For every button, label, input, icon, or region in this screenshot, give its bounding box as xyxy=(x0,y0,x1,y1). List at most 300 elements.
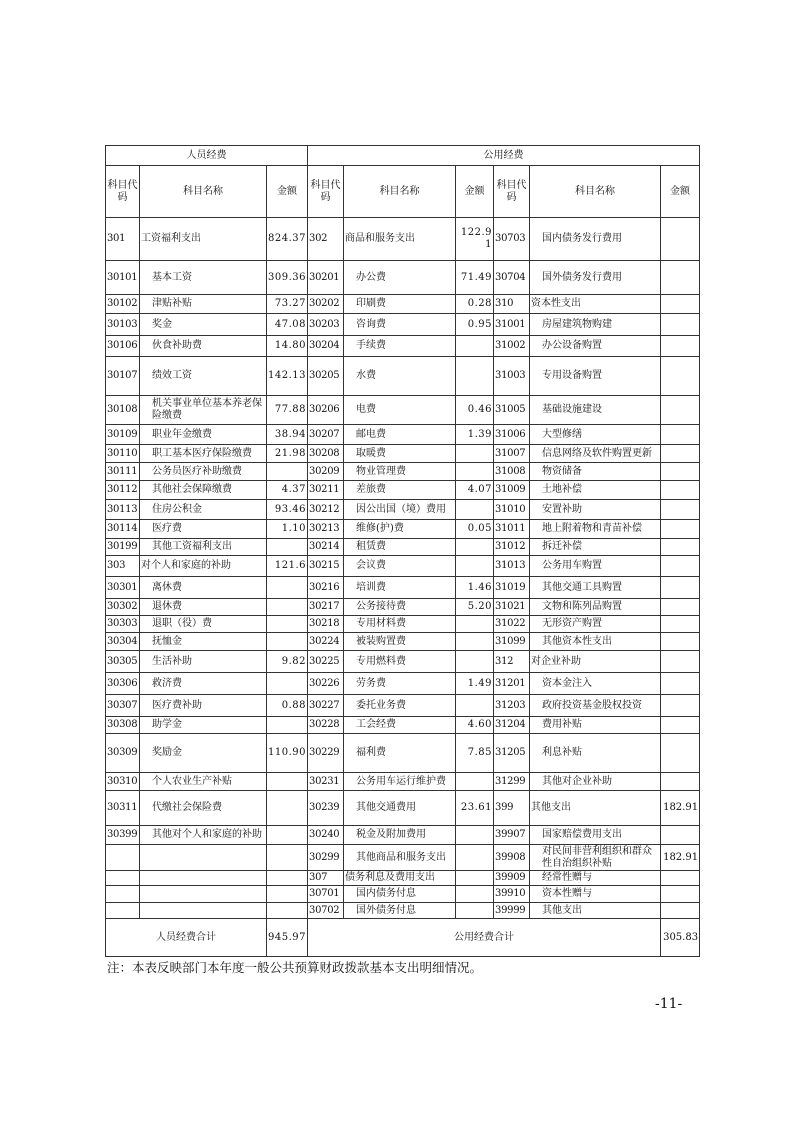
public-code: 30216 xyxy=(308,577,344,599)
public-amount-2 xyxy=(661,717,700,734)
personnel-code: 30305 xyxy=(106,651,140,673)
public-code-2: 399 xyxy=(494,791,530,826)
personnel-amount: 4.37 xyxy=(267,481,308,500)
personnel-code: 30310 xyxy=(106,773,140,791)
public-amount-2 xyxy=(661,295,700,314)
public-code: 30239 xyxy=(308,791,344,826)
personnel-code: 30108 xyxy=(106,396,140,425)
personnel-code: 30304 xyxy=(106,633,140,651)
public-amount: 122.91 xyxy=(456,218,494,261)
public-amount xyxy=(456,616,494,633)
col-header-code: 科目代码 xyxy=(494,166,530,218)
public-amount-2 xyxy=(661,445,700,463)
table-row xyxy=(106,717,700,734)
personnel-amount: 110.90 xyxy=(267,734,308,773)
personnel-amount xyxy=(267,463,308,481)
public-name-2: 其他资本性支出 xyxy=(530,633,661,651)
table-row xyxy=(106,314,700,336)
public-name-2: 文物和陈列品购置 xyxy=(530,599,661,616)
public-amount xyxy=(456,357,494,396)
public-amount-2 xyxy=(661,734,700,773)
public-name-2: 国家赔偿费用支出 xyxy=(530,826,661,845)
personnel-amount: 93.46 xyxy=(267,500,308,520)
public-name: 邮电费 xyxy=(344,425,456,445)
personnel-code: 30307 xyxy=(106,695,140,717)
public-amount: 4.07 xyxy=(456,481,494,500)
personnel-amount: 142.13 xyxy=(267,357,308,396)
public-name: 公务用车运行维护费 xyxy=(344,773,456,791)
public-name-2: 其他支出 xyxy=(530,791,661,826)
public-code: 302 xyxy=(308,218,344,261)
public-name-2: 经常性赠与 xyxy=(530,871,661,886)
personnel-amount: 47.08 xyxy=(267,314,308,336)
public-code: 30228 xyxy=(308,717,344,734)
personnel-amount: 73.27 xyxy=(267,295,308,314)
public-name-2: 其他交通工具购置 xyxy=(530,577,661,599)
personnel-code: 303 xyxy=(106,556,140,577)
public-name-2: 拆迁补偿 xyxy=(530,539,661,556)
public-amount xyxy=(456,336,494,357)
public-code-2: 39908 xyxy=(494,845,530,871)
personnel-name: 职业年金缴费 xyxy=(140,425,267,445)
public-name: 税金及附加费用 xyxy=(344,826,456,845)
public-name-2: 资本性赠与 xyxy=(530,886,661,903)
table-row xyxy=(106,633,700,651)
table-row xyxy=(106,295,700,314)
public-code: 30205 xyxy=(308,357,344,396)
public-amount-2 xyxy=(661,651,700,673)
personnel-name: 职工基本医疗保险缴费 xyxy=(140,445,267,463)
personnel-name: 助学金 xyxy=(140,717,267,734)
table-row xyxy=(106,357,700,396)
table-row xyxy=(106,425,700,445)
public-name-2: 对企业补助 xyxy=(530,651,661,673)
public-amount xyxy=(456,445,494,463)
personnel-amount xyxy=(267,673,308,695)
personnel-name: 奖励金 xyxy=(140,734,267,773)
public-code-2: 31012 xyxy=(494,539,530,556)
public-amount: 0.28 xyxy=(456,295,494,314)
personnel-name: 工资福利支出 xyxy=(140,218,267,261)
public-name-2: 公务用车购置 xyxy=(530,556,661,577)
personnel-name xyxy=(140,871,267,886)
public-amount-2 xyxy=(661,616,700,633)
public-name-2: 资本性支出 xyxy=(530,295,661,314)
public-amount: 1.49 xyxy=(456,673,494,695)
public-name: 水费 xyxy=(344,357,456,396)
public-amount: 1.39 xyxy=(456,425,494,445)
public-name-2: 利息补贴 xyxy=(530,734,661,773)
public-name-2: 房屋建筑物购建 xyxy=(530,314,661,336)
public-code-2: 31007 xyxy=(494,445,530,463)
personnel-name: 机关事业单位基本养老保险缴费 xyxy=(140,396,267,425)
public-code: 30206 xyxy=(308,396,344,425)
public-code-2: 31099 xyxy=(494,633,530,651)
public-amount-2 xyxy=(661,218,700,261)
public-code-2: 31013 xyxy=(494,556,530,577)
public-name: 取暖费 xyxy=(344,445,456,463)
public-amount: 1.46 xyxy=(456,577,494,599)
personnel-code: 30199 xyxy=(106,539,140,556)
personnel-code: 30311 xyxy=(106,791,140,826)
personnel-name: 抚恤金 xyxy=(140,633,267,651)
table-row xyxy=(106,871,700,886)
personnel-name xyxy=(140,845,267,871)
table-row xyxy=(106,616,700,633)
public-code: 30226 xyxy=(308,673,344,695)
public-name-2: 国内债务发行费用 xyxy=(530,218,661,261)
personnel-name: 其他社会保障缴费 xyxy=(140,481,267,500)
public-amount xyxy=(456,633,494,651)
public-name-2: 大型修缮 xyxy=(530,425,661,445)
public-name: 会议费 xyxy=(344,556,456,577)
personnel-amount: 0.88 xyxy=(267,695,308,717)
public-amount xyxy=(456,695,494,717)
personnel-code: 30112 xyxy=(106,481,140,500)
personnel-amount xyxy=(267,791,308,826)
personnel-name: 退休费 xyxy=(140,599,267,616)
public-code: 30701 xyxy=(308,886,344,903)
public-name: 办公费 xyxy=(344,261,456,295)
public-name: 咨询费 xyxy=(344,314,456,336)
public-code: 30217 xyxy=(308,599,344,616)
public-amount-2 xyxy=(661,314,700,336)
personnel-code: 30110 xyxy=(106,445,140,463)
public-amount-2 xyxy=(661,886,700,903)
public-code: 30212 xyxy=(308,500,344,520)
public-name: 维修(护)费 xyxy=(344,520,456,539)
public-code-2: 31010 xyxy=(494,500,530,520)
personnel-code: 301 xyxy=(106,218,140,261)
personnel-code: 30306 xyxy=(106,673,140,695)
public-name-2: 国外债务发行费用 xyxy=(530,261,661,295)
table-row xyxy=(106,520,700,539)
public-code-2: 31009 xyxy=(494,481,530,500)
personnel-code: 30102 xyxy=(106,295,140,314)
public-amount-2 xyxy=(661,463,700,481)
public-amount-2 xyxy=(661,695,700,717)
public-code-2: 39910 xyxy=(494,886,530,903)
public-code: 30240 xyxy=(308,826,344,845)
public-code: 30215 xyxy=(308,556,344,577)
public-code: 30299 xyxy=(308,845,344,871)
public-code: 30224 xyxy=(308,633,344,651)
table-row xyxy=(106,218,700,261)
personnel-amount xyxy=(267,773,308,791)
personnel-amount xyxy=(267,871,308,886)
public-code-2: 31008 xyxy=(494,463,530,481)
public-name: 培训费 xyxy=(344,577,456,599)
public-amount xyxy=(456,871,494,886)
public-amount-2 xyxy=(661,773,700,791)
public-code-2: 31022 xyxy=(494,616,530,633)
personnel-amount: 38.94 xyxy=(267,425,308,445)
table-row xyxy=(106,734,700,773)
public-amount-2 xyxy=(661,396,700,425)
personnel-code: 30303 xyxy=(106,616,140,633)
public-amount-2 xyxy=(661,539,700,556)
public-name: 物业管理费 xyxy=(344,463,456,481)
public-code: 30202 xyxy=(308,295,344,314)
page-number: -11- xyxy=(655,996,683,1012)
public-code-2: 31019 xyxy=(494,577,530,599)
personnel-name: 津贴补贴 xyxy=(140,295,267,314)
personnel-code: 30301 xyxy=(106,577,140,599)
public-amount-2 xyxy=(661,556,700,577)
col-header-name: 科目名称 xyxy=(140,166,267,218)
public-name-2: 地上附着物和青苗补偿 xyxy=(530,520,661,539)
table-row xyxy=(106,481,700,500)
public-name: 租赁费 xyxy=(344,539,456,556)
personnel-name: 奖金 xyxy=(140,314,267,336)
public-amount xyxy=(456,651,494,673)
col-header-code: 科目代码 xyxy=(106,166,140,218)
public-name: 手续费 xyxy=(344,336,456,357)
personnel-code: 30103 xyxy=(106,314,140,336)
public-amount-2 xyxy=(661,826,700,845)
public-name: 国外债务付息 xyxy=(344,903,456,919)
public-amount-2 xyxy=(661,577,700,599)
personnel-code xyxy=(106,886,140,903)
personnel-amount xyxy=(267,717,308,734)
public-name: 印刷费 xyxy=(344,295,456,314)
public-code: 30201 xyxy=(308,261,344,295)
col-header-amount: 金额 xyxy=(661,166,700,218)
public-name-2: 办公设备购置 xyxy=(530,336,661,357)
col-header-amount: 金额 xyxy=(456,166,494,218)
personnel-amount xyxy=(267,633,308,651)
public-code-2: 31204 xyxy=(494,717,530,734)
col-header-amount: 金额 xyxy=(267,166,308,218)
table-row xyxy=(106,903,700,919)
public-name: 公务接待费 xyxy=(344,599,456,616)
public-code-2: 31203 xyxy=(494,695,530,717)
personnel-amount: 14.80 xyxy=(267,336,308,357)
personnel-code: 30107 xyxy=(106,357,140,396)
personnel-name: 个人农业生产补贴 xyxy=(140,773,267,791)
public-name: 专用燃料费 xyxy=(344,651,456,673)
personnel-code: 30114 xyxy=(106,520,140,539)
public-name: 差旅费 xyxy=(344,481,456,500)
personnel-name: 救济费 xyxy=(140,673,267,695)
personnel-total-label: 人员经费合计 xyxy=(106,919,267,957)
personnel-amount xyxy=(267,826,308,845)
public-amount-2 xyxy=(661,520,700,539)
public-amount: 5.20 xyxy=(456,599,494,616)
public-code: 30227 xyxy=(308,695,344,717)
personnel-amount xyxy=(267,539,308,556)
public-code-2: 39909 xyxy=(494,871,530,886)
personnel-name: 退职（役）费 xyxy=(140,616,267,633)
public-name-2: 其他支出 xyxy=(530,903,661,919)
table-row xyxy=(106,336,700,357)
public-name-2: 政府投资基金股权投资 xyxy=(530,695,661,717)
public-amount-2 xyxy=(661,425,700,445)
public-section-header: 公用经费 xyxy=(308,146,700,166)
public-code-2: 30703 xyxy=(494,218,530,261)
public-name: 福利费 xyxy=(344,734,456,773)
public-code-2: 312 xyxy=(494,651,530,673)
public-name-2: 费用补贴 xyxy=(530,717,661,734)
personnel-code: 30101 xyxy=(106,261,140,295)
personnel-name: 生活补助 xyxy=(140,651,267,673)
public-name: 电费 xyxy=(344,396,456,425)
personnel-amount xyxy=(267,599,308,616)
public-total-amount: 305.83 xyxy=(661,919,700,957)
public-code-2: 31011 xyxy=(494,520,530,539)
table-row xyxy=(106,445,700,463)
public-name-2: 无形资产购置 xyxy=(530,616,661,633)
public-amount: 0.95 xyxy=(456,314,494,336)
personnel-code xyxy=(106,845,140,871)
personnel-amount xyxy=(267,616,308,633)
public-amount-2 xyxy=(661,871,700,886)
public-name: 商品和服务支出 xyxy=(344,218,456,261)
personnel-code: 30308 xyxy=(106,717,140,734)
personnel-amount: 21.98 xyxy=(267,445,308,463)
public-code-2: 31005 xyxy=(494,396,530,425)
personnel-code: 30111 xyxy=(106,463,140,481)
personnel-name: 伙食补助费 xyxy=(140,336,267,357)
public-name: 专用材料费 xyxy=(344,616,456,633)
public-name-2: 土地补偿 xyxy=(530,481,661,500)
public-code: 30209 xyxy=(308,463,344,481)
public-amount-2 xyxy=(661,481,700,500)
personnel-amount: 9.82 xyxy=(267,651,308,673)
public-code-2: 31021 xyxy=(494,599,530,616)
public-code-2: 31003 xyxy=(494,357,530,396)
personnel-name: 住房公积金 xyxy=(140,500,267,520)
table-row xyxy=(106,695,700,717)
public-name: 因公出国（境）费用 xyxy=(344,500,456,520)
public-amount xyxy=(456,500,494,520)
col-header-code: 科目代码 xyxy=(308,166,344,218)
public-code: 30204 xyxy=(308,336,344,357)
public-code: 307 xyxy=(308,871,344,886)
public-name: 被装购置费 xyxy=(344,633,456,651)
personnel-amount xyxy=(267,577,308,599)
public-amount xyxy=(456,845,494,871)
public-amount: 23.61 xyxy=(456,791,494,826)
table-row xyxy=(106,396,700,425)
public-amount xyxy=(456,463,494,481)
personnel-name: 绩效工资 xyxy=(140,357,267,396)
public-amount xyxy=(456,903,494,919)
table-row xyxy=(106,791,700,826)
personnel-name: 其他工资福利支出 xyxy=(140,539,267,556)
public-code-2: 31205 xyxy=(494,734,530,773)
public-name: 其他商品和服务支出 xyxy=(344,845,456,871)
public-code: 30229 xyxy=(308,734,344,773)
public-name-2: 信息网络及软件购置更新 xyxy=(530,445,661,463)
public-name-2: 资本金注入 xyxy=(530,673,661,695)
public-code: 30211 xyxy=(308,481,344,500)
public-amount: 0.05 xyxy=(456,520,494,539)
public-code: 30702 xyxy=(308,903,344,919)
personnel-code: 30309 xyxy=(106,734,140,773)
public-code: 30203 xyxy=(308,314,344,336)
personnel-code xyxy=(106,871,140,886)
table-row xyxy=(106,556,700,577)
public-name: 债务利息及费用支出 xyxy=(344,871,456,886)
table-footnote: 注：本表反映部门本年度一般公共预算财政拨款基本支出明细情况。 xyxy=(107,960,483,975)
public-amount: 71.49 xyxy=(456,261,494,295)
table-row xyxy=(106,651,700,673)
public-name: 其他交通费用 xyxy=(344,791,456,826)
public-amount xyxy=(456,539,494,556)
public-amount-2 xyxy=(661,336,700,357)
public-code-2: 31001 xyxy=(494,314,530,336)
personnel-amount: 309.36 xyxy=(267,261,308,295)
public-amount-2 xyxy=(661,903,700,919)
personnel-name: 公务员医疗补助缴费 xyxy=(140,463,267,481)
public-name-2: 物资储备 xyxy=(530,463,661,481)
public-amount-2 xyxy=(661,633,700,651)
personnel-amount: 77.88 xyxy=(267,396,308,425)
personnel-amount: 1.10 xyxy=(267,520,308,539)
personnel-name: 离休费 xyxy=(140,577,267,599)
public-amount: 7.85 xyxy=(456,734,494,773)
table-row xyxy=(106,539,700,556)
public-code-2: 31299 xyxy=(494,773,530,791)
personnel-name: 基本工资 xyxy=(140,261,267,295)
public-code-2: 39999 xyxy=(494,903,530,919)
public-name: 委托业务费 xyxy=(344,695,456,717)
table-row xyxy=(106,463,700,481)
public-code-2: 31201 xyxy=(494,673,530,695)
public-amount-2 xyxy=(661,357,700,396)
public-name-2: 基础设施建设 xyxy=(530,396,661,425)
personnel-name xyxy=(140,903,267,919)
public-code: 30214 xyxy=(308,539,344,556)
public-amount xyxy=(456,556,494,577)
public-code-2: 39907 xyxy=(494,826,530,845)
personnel-code: 30113 xyxy=(106,500,140,520)
public-amount xyxy=(456,773,494,791)
personnel-code: 30106 xyxy=(106,336,140,357)
public-amount-2 xyxy=(661,261,700,295)
public-amount-2: 182.91 xyxy=(661,845,700,871)
personnel-amount xyxy=(267,903,308,919)
personnel-name: 代缴社会保险费 xyxy=(140,791,267,826)
personnel-amount xyxy=(267,845,308,871)
public-name-2: 其他对企业补助 xyxy=(530,773,661,791)
personnel-amount: 121.6 xyxy=(267,556,308,577)
public-name-2: 专用设备购置 xyxy=(530,357,661,396)
public-name-2: 安置补助 xyxy=(530,500,661,520)
public-name: 工会经费 xyxy=(344,717,456,734)
personnel-name: 其他对个人和家庭的补助 xyxy=(140,826,267,845)
personnel-code: 30109 xyxy=(106,425,140,445)
table-row xyxy=(106,886,700,903)
personnel-total-amount: 945.97 xyxy=(267,919,308,957)
public-code: 30207 xyxy=(308,425,344,445)
table-row xyxy=(106,577,700,599)
personnel-name: 医疗费 xyxy=(140,520,267,539)
personnel-amount: 824.37 xyxy=(267,218,308,261)
col-header-name: 科目名称 xyxy=(344,166,456,218)
col-header-name: 科目名称 xyxy=(530,166,661,218)
public-name-2: 对民间非营利组织和群众性自治组织补贴 xyxy=(530,845,661,871)
table-row xyxy=(106,599,700,616)
table-row xyxy=(106,845,700,871)
public-code: 30218 xyxy=(308,616,344,633)
personnel-code xyxy=(106,903,140,919)
public-amount-2 xyxy=(661,500,700,520)
public-code-2: 310 xyxy=(494,295,530,314)
public-amount xyxy=(456,826,494,845)
public-code-2: 31006 xyxy=(494,425,530,445)
